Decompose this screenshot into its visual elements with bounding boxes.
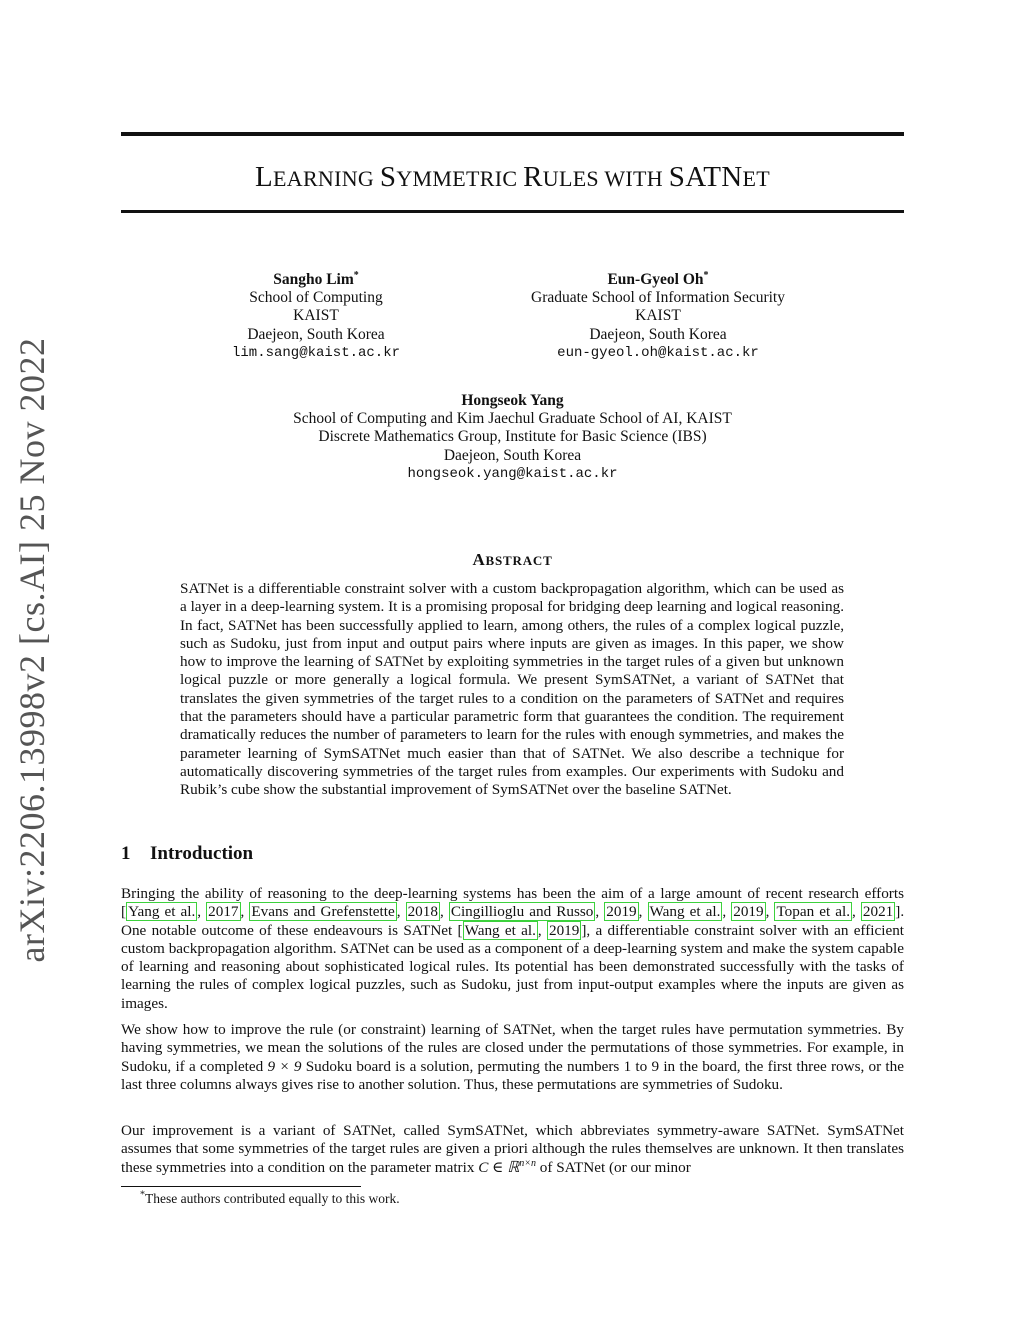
author-location: Daejeon, South Korea xyxy=(589,325,727,343)
citation-link[interactable]: Cingillioglu and Russo xyxy=(450,903,594,921)
author-affiliation: Graduate School of Information Security xyxy=(531,289,785,307)
citation-link[interactable]: 2021 xyxy=(862,903,894,921)
author-affiliation: School of Computing and Kim Jaechul Graduate School of AI, KAIST xyxy=(293,410,732,428)
math-expression: C ∈ ℝ xyxy=(478,1158,520,1176)
author-block-3 xyxy=(121,392,904,483)
author-email: hongseok.yang@kaist.ac.kr xyxy=(407,465,618,482)
section-heading: 1 Introduction xyxy=(121,843,254,864)
citation-link[interactable]: 2017 xyxy=(208,903,239,921)
author-affiliation-2: Discrete Mathematics Group, Institute for Basic Science (IBS) xyxy=(318,428,707,446)
citation-link[interactable]: 2018 xyxy=(407,903,438,921)
author-email: lim.sang@kaist.ac.kr xyxy=(231,344,401,361)
intro-paragraph-2: We show how to improve the rule (or constraint) learning of SATNet, when the target rules have permutation symmetries. By having symmetries, we mean the solutions of the rules are closed under the permutations of those symmetries. For example, in Sudoku, if a completed 9 × 9 Sudoku board is a solution, permuting the numbers 1 to 9 in the board, the first three rows, or the last three columns always gives rise to another solution. Thus, these permutations are symmetries of Sudoku. xyxy=(121,1021,904,1093)
intro-paragraph-3: Our improvement is a variant of SATNet, called SymSATNet, which abbreviates symmetry-aware SATNet. SymSATNet assumes that some symmetries of the target rules are given a priori although the rules themselves are unknown. It then translates these symmetries into a condition on the parameter matrix C ∈ ℝ$^{n\times n}$ of SATNet (or our minor xyxy=(121,1122,904,1176)
author-institution: KAIST xyxy=(293,307,339,325)
author-name: Eun-Gyeol Oh* xyxy=(607,269,709,288)
citation-link[interactable]: 2019 xyxy=(733,903,764,921)
author-email: eun-gyeol.oh@kaist.ac.kr xyxy=(557,344,759,361)
author-affiliation: School of Computing xyxy=(249,289,383,307)
citation-link[interactable]: Topan et al. xyxy=(776,903,851,921)
footnote-rule xyxy=(121,1186,361,1187)
citation-link[interactable]: 2019 xyxy=(548,921,580,939)
citation-link[interactable]: Yang et al. xyxy=(128,903,196,921)
author-name: Sangho Lim* xyxy=(273,269,359,288)
author-location: Daejeon, South Korea xyxy=(443,446,582,464)
author-block-2 xyxy=(508,271,808,362)
title-rule-bottom xyxy=(121,210,904,213)
arxiv-identifier: arXiv:2206.13998v2 [cs.AI] 25 Nov 2022 xyxy=(12,337,52,963)
intro-paragraph-1: Bringing the ability of reasoning to the deep-learning systems has been the aim of a large amount of recent research efforts [ Yang et al. , 2017 , Evans and Grefenstette , 2018 , Cingillioglu and Russo , 2019 , Wang et al. , 2019 , Topan et al. , 2021 ]. One notable outcome of these endeavours is SATNet [ Wang et al. , 2019 ], a differentiable constraint solver with an efficient custom backpropagation algorithm. SATNet can be used as a component of a deep-learning system and make the system capable of learning and reasoning about sophisticated logical rules. Its potential has been demonstrated successfully with the tasks of learning the rules of complex logical puzzles, such as Sudoku, just from input-output examples where the inputs are given as images. xyxy=(121,885,905,1012)
author-institution: KAIST xyxy=(635,307,681,325)
author-block-1 xyxy=(196,271,436,362)
citation-link[interactable]: Evans and Grefenstette xyxy=(251,903,395,921)
title-rule-top xyxy=(121,132,904,136)
abstract-heading: ABSTRACT xyxy=(472,550,553,569)
author-name: Hongseok Yang xyxy=(461,392,564,409)
math-expression: 9 × 9 xyxy=(267,1057,302,1075)
citation-link[interactable]: 2019 xyxy=(606,903,637,921)
citation-link[interactable]: Wang et al. xyxy=(649,903,721,921)
footnote: *These authors contributed equally to this work. xyxy=(140,1189,400,1206)
abstract-text: SATNet is a differentiable constraint solver with a custom backpropagation algorithm, which can be used as a layer in a deep-learning system. It is a promising proposal for bridging deep learning and logical reasoning. In fact, SATNet has been successfully applied to learn, among others, the rules of a complex logical puzzle, such as Sudoku, just from input and output pairs where inputs are given as images. In this paper, we show how to improve the learning of SATNet by exploiting symmetries in the target rules of a given but unknown logical puzzle or more generally a logical formula. We present SymSATNet, a variant of SATNet that translates the given symmetries of the target rules to a condition on the parameters of SATNet and requires that the parameters should have a particular parametric form that guarantees the condition. The requirement dramatically reduces the number of parameters to learn for the rules with enough symmetries, and makes the parameter learning of SymSATNet much easier than that of SATNet. We also describe a technique for automatically discovering symmetries of the target rules from examples. Our experiments with Sudoku and Rubik’s cube show the substantial improvement of SymSATNet over the baseline SATNet. xyxy=(180,580,844,799)
paper-title: LEARNING SYMMETRIC RULES WITH SATNET xyxy=(255,161,770,193)
author-location: Daejeon, South Korea xyxy=(247,325,385,343)
citation-link[interactable]: Wang et al. xyxy=(464,921,536,939)
math-superscript: n×n xyxy=(519,1157,536,1169)
